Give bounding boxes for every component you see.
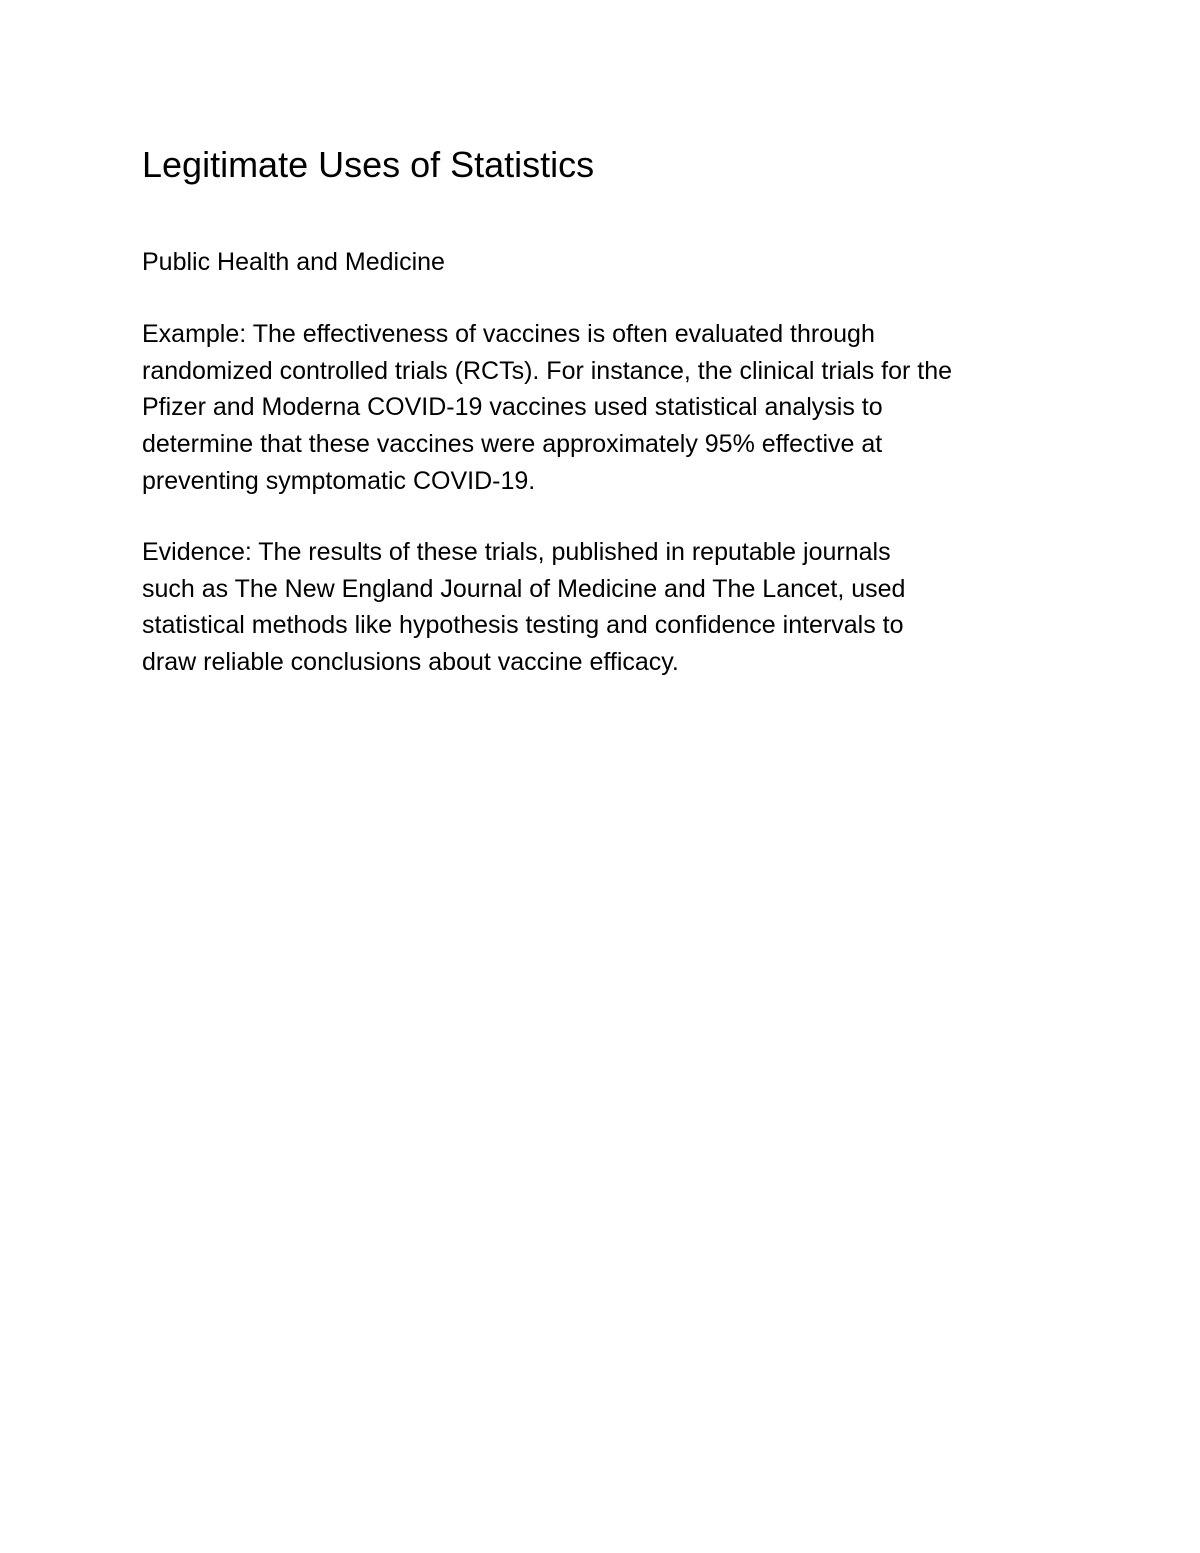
paragraph-line: Example: The effectiveness of vaccines is often evaluated through bbox=[142, 320, 875, 348]
paragraph-line: draw reliable conclusions about vaccine efficacy. bbox=[142, 648, 679, 676]
paragraph-line: Evidence: The results of these trials, published in reputable journals bbox=[142, 538, 891, 566]
paragraph-line: such as The New England Journal of Medicine and The Lancet, used bbox=[142, 575, 906, 603]
paragraph-line: determine that these vaccines were approximately 95% effective at bbox=[142, 430, 883, 458]
section-heading: Public Health and Medicine bbox=[142, 248, 445, 276]
paragraph-line: randomized controlled trials (RCTs). For instance, the clinical trials for the bbox=[142, 357, 953, 385]
document-title: Legitimate Uses of Statistics bbox=[142, 144, 595, 185]
paragraph-line: statistical methods like hypothesis testing and confidence intervals to bbox=[142, 611, 904, 639]
paragraph-line: Pfizer and Moderna COVID-19 vaccines used statistical analysis to bbox=[142, 393, 883, 421]
paragraph-line: preventing symptomatic COVID-19. bbox=[142, 467, 536, 495]
